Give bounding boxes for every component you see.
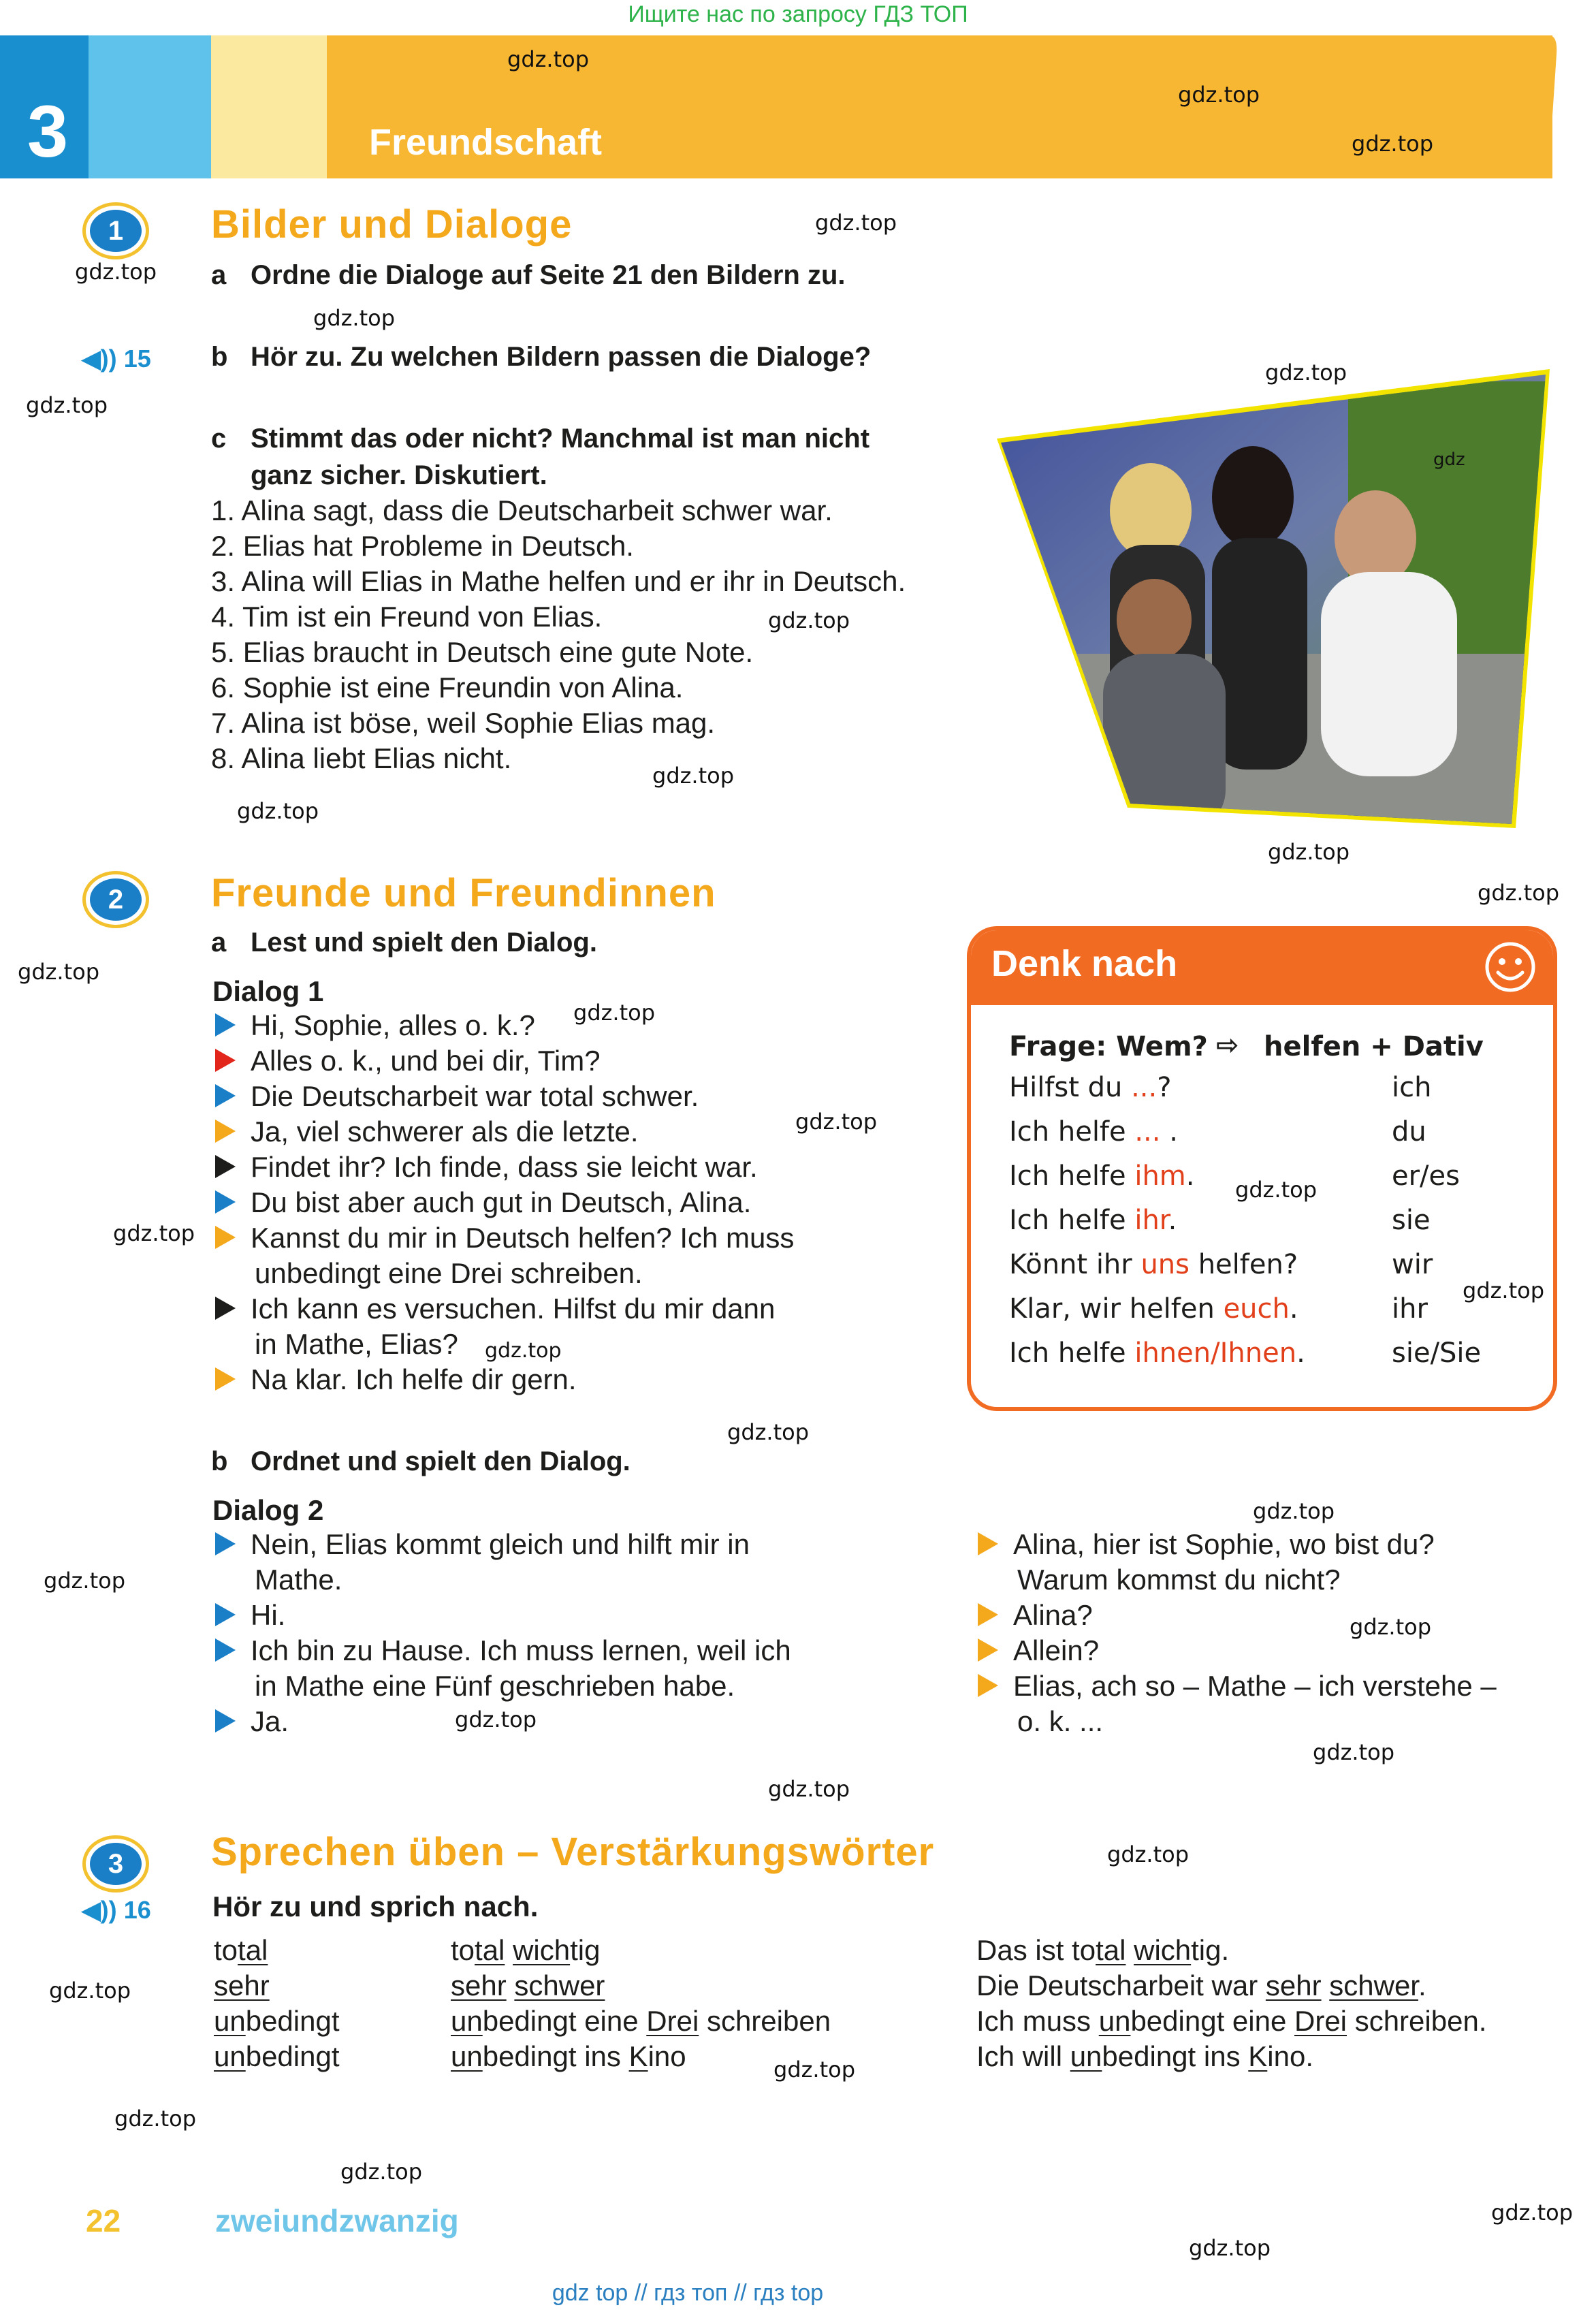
denk-dative-form: ...	[1131, 1072, 1158, 1103]
dialog-line	[215, 1080, 699, 1113]
watermark: gdz.top	[1478, 880, 1560, 906]
word: unbedingt	[1098, 2005, 1225, 2037]
task-2a: a Lest und spielt den Dialog.	[211, 928, 597, 957]
dialog-text: Na klar. Ich helfe dir gern.	[251, 1363, 577, 1395]
denk-pronoun: ich	[1392, 1072, 1432, 1103]
practice-item	[451, 1934, 600, 1967]
top-search-note: Ищите нас по запросу ГДЗ ТОП	[628, 1, 968, 27]
stressed-syllable: Drei	[646, 2005, 699, 2037]
dialog-line	[215, 1186, 751, 1219]
dialog-text: Ja.	[251, 1705, 289, 1737]
photo-four-teenagers	[994, 368, 1552, 831]
denk-pronoun: wir	[1392, 1249, 1433, 1280]
practice-item	[976, 1969, 1426, 2002]
word: total	[214, 1934, 268, 1966]
denk-sentence-end: .	[1160, 1116, 1178, 1147]
speaker-marker-icon	[215, 1297, 236, 1320]
practice-item	[976, 2040, 1313, 2073]
denk-sentence-start: Ich helfe	[1009, 1116, 1135, 1147]
word: wichtig	[513, 1934, 601, 1966]
word: Ich	[976, 2005, 1015, 2037]
arrow-right-icon: ⇨	[1216, 1030, 1239, 1061]
dialog-text-continued: in Mathe, Elias?	[255, 1328, 458, 1360]
denk-sentence	[1009, 1337, 1305, 1369]
denk-sentence	[1009, 1116, 1178, 1147]
audio-track-15[interactable]: ◀)) 15	[82, 345, 151, 373]
word: Das	[976, 1934, 1027, 1966]
dialog-text: Ja, viel schwerer als die letzte.	[251, 1115, 639, 1147]
chapter-number: 3	[27, 90, 69, 172]
word	[451, 1969, 507, 2001]
watermark: gdz.top	[768, 1776, 850, 1802]
watermark: gdz.top	[1253, 1498, 1335, 1524]
watermark: gdz.top	[815, 210, 897, 236]
denk-sentence-end: helfen?	[1189, 1249, 1298, 1280]
watermark: gdz.top	[1350, 1614, 1432, 1640]
watermark: gdz.top	[1268, 839, 1350, 865]
dialog-text: Alina?	[1013, 1599, 1093, 1631]
stressed-syllable: un	[451, 2040, 483, 2072]
speaker-marker-icon	[215, 1190, 236, 1214]
denk-sentence-start: Ich helfe	[1009, 1337, 1135, 1369]
dialog-text: Kannst du mir in Deutsch helfen? Ich muss	[251, 1222, 795, 1254]
denk-sentence-start: Könnt ihr	[1009, 1249, 1141, 1280]
denk-pronoun: sie/Sie	[1392, 1337, 1482, 1369]
watermark: gdz.top	[49, 1978, 131, 2004]
dialog-text-continued: in Mathe eine Fünf geschrieben habe.	[255, 1670, 735, 1702]
word: muss	[1022, 2005, 1091, 2037]
denk-sentence	[1009, 1249, 1298, 1280]
dialog-text: Ich bin zu Hause. Ich muss lernen, weil ich	[251, 1634, 791, 1666]
task-1a: a Ordne die Dialoge auf Seite 21 den Bildern zu.	[211, 260, 846, 290]
word	[646, 2005, 699, 2037]
stressed-syllable: tal	[475, 1934, 505, 1966]
denk-sentence-end: .	[1185, 1160, 1195, 1192]
word	[1294, 2005, 1347, 2037]
stressed-syllable: K	[1248, 2040, 1268, 2072]
speaker-marker-icon	[978, 1603, 998, 1626]
word: schreiben	[706, 2005, 831, 2037]
stressed-syllable: un	[1070, 2040, 1102, 2072]
watermark: gdz.top	[1178, 82, 1260, 108]
word: Die	[976, 1969, 1020, 2001]
denk-sentence-end: .	[1296, 1337, 1305, 1369]
section-1-number-badge: 1	[86, 206, 146, 256]
speaker-marker-icon	[215, 1603, 236, 1626]
watermark: gdz.top	[237, 798, 319, 824]
task-1c-line2: ganz sicher. Diskutiert.	[251, 460, 547, 490]
watermark: gdz.top	[1189, 2235, 1271, 2261]
statement-item: 7. Alina ist böse, weil Sophie Elias mag.	[211, 707, 716, 739]
watermark: gdz	[1433, 449, 1465, 470]
dialog-line	[215, 1705, 289, 1738]
denk-frage: Frage: Wem?	[1009, 1031, 1208, 1062]
stressed-syllable: un	[214, 2005, 246, 2037]
word: eine	[584, 2005, 639, 2037]
word: Deutscharbeit	[1027, 1969, 1204, 2001]
word: unbedingt	[1070, 2040, 1196, 2072]
dialog-text: Hi, Sophie, alles o. k.?	[251, 1009, 535, 1041]
stressed-syllable: Drei	[1294, 2005, 1347, 2037]
word: unbedingt	[214, 2005, 340, 2037]
word: total	[451, 1934, 505, 1966]
speaker-icon: ◀))	[82, 1896, 117, 1924]
dialog-line	[978, 1528, 1435, 1596]
stressed-syllable: tal	[1096, 1934, 1126, 1966]
speaker-marker-icon	[215, 1013, 236, 1036]
denk-pronoun: du	[1392, 1116, 1426, 1147]
denk-sentence-start: Hilfst du	[1009, 1072, 1132, 1103]
dialog-text: Ich kann es versuchen. Hilfst du mir dann	[251, 1293, 776, 1325]
dialog-line	[978, 1670, 1497, 1737]
practice-item	[451, 2005, 831, 2038]
denk-dative-form: ...	[1134, 1116, 1161, 1147]
word: Kino.	[1248, 2040, 1314, 2072]
speaker-marker-icon	[215, 1709, 236, 1732]
speaker-marker-icon	[215, 1638, 236, 1662]
dialog-line	[978, 1634, 1099, 1667]
speaker-marker-icon	[215, 1226, 236, 1249]
watermark: gdz.top	[44, 1568, 126, 1594]
section-3-number-badge: 3	[86, 1839, 146, 1889]
watermark: gdz.top	[507, 46, 590, 72]
denk-sentence-end: .	[1289, 1293, 1298, 1325]
watermark: gdz.top	[1313, 1739, 1395, 1765]
speaker-marker-icon	[215, 1367, 236, 1391]
dialog-text-continued: Warum kommst du nicht?	[1017, 1564, 1341, 1596]
speaker-marker-icon	[215, 1155, 236, 1178]
practice-item	[214, 1934, 268, 1967]
watermark: gdz.top	[18, 959, 100, 985]
dialog-line	[978, 1599, 1093, 1632]
dialog-2-title: Dialog 2	[212, 1494, 324, 1526]
denk-sentence-end: .	[1168, 1205, 1177, 1236]
dialog-text-continued: unbedingt eine Drei schreiben.	[255, 1257, 643, 1289]
watermark: gdz.top	[768, 607, 850, 633]
dialog-line	[215, 1528, 750, 1596]
denk-dative-form: uns	[1140, 1249, 1190, 1280]
dialog-text: Alles o. k., und bei dir, Tim?	[251, 1045, 601, 1077]
word: ins	[584, 2040, 621, 2072]
watermark: gdz.top	[1463, 1278, 1545, 1303]
dialog-text: Alina, hier ist Sophie, wo bist du?	[1013, 1528, 1435, 1560]
dialog-line	[215, 1115, 639, 1148]
dialog-text: Elias, ach so – Mathe – ich verstehe –	[1013, 1670, 1497, 1702]
word	[514, 1969, 605, 2001]
practice-item	[451, 1969, 605, 2002]
statement-item: 2. Elias hat Probleme in Deutsch.	[211, 530, 634, 562]
section-3-instruction: Hör zu und sprich nach.	[212, 1890, 539, 1922]
speaker-marker-icon	[215, 1049, 236, 1072]
statement-item: 6. Sophie ist eine Freundin von Alina.	[211, 671, 684, 703]
dialog-text: Du bist aber auch gut in Deutsch, Alina.	[251, 1186, 752, 1218]
section-3-title: Sprechen üben – Verstärkungswörter	[211, 1830, 935, 1874]
word: Kino	[628, 2040, 686, 2072]
dialog-text-continued: o. k. ...	[1017, 1705, 1104, 1737]
stressed-syllable: schwer	[1329, 1969, 1418, 2001]
watermark: gdz.top	[26, 392, 108, 418]
watermark: gdz.top	[1235, 1177, 1318, 1203]
stressed-syllable: wich	[1134, 1934, 1192, 1966]
practice-item	[214, 2005, 340, 2038]
denk-pronoun: sie	[1392, 1205, 1431, 1236]
speaker-marker-icon	[978, 1532, 998, 1555]
dialog-line	[215, 1045, 601, 1077]
statement-item: 8. Alina liebt Elias nicht.	[211, 742, 512, 774]
word: eine	[1232, 2005, 1287, 2037]
stressed-syllable: K	[628, 2040, 648, 2072]
denk-sentence-start: Ich helfe	[1009, 1205, 1135, 1236]
word: war	[1211, 1969, 1258, 2001]
denk-sentence	[1009, 1160, 1195, 1192]
denk-dative-form: ihr	[1134, 1205, 1168, 1236]
watermark: gdz.top	[455, 1707, 537, 1732]
bottom-site-note: gdz top // гдз топ // гдз top	[552, 2280, 824, 2306]
denk-dative-form: ihnen/Ihnen	[1134, 1337, 1297, 1369]
chapter-title: Freundschaft	[369, 122, 603, 163]
watermark: gdz.top	[313, 305, 396, 331]
watermark: gdz.top	[727, 1419, 810, 1445]
word	[1266, 1969, 1322, 2001]
watermark: gdz.top	[1107, 1841, 1190, 1867]
statement-item: 3. Alina will Elias in Mathe helfen und er ihr in Deutsch.	[211, 565, 906, 597]
audio-track-16[interactable]: ◀)) 16	[82, 1896, 151, 1924]
speaker-marker-icon	[978, 1638, 998, 1662]
practice-item	[451, 2040, 686, 2073]
word: Ich	[976, 2040, 1015, 2072]
statement-item: 5. Elias braucht in Deutsch eine gute Note.	[211, 636, 754, 668]
denk-sentence	[1009, 1205, 1177, 1236]
watermark: gdz.top	[113, 1220, 195, 1246]
stressed-syllable: un	[1098, 2005, 1131, 2037]
watermark: gdz.top	[75, 259, 157, 285]
dialog-line	[215, 1222, 795, 1289]
watermark: gdz.top	[485, 1339, 562, 1363]
denk-nach-title: Denk nach	[991, 943, 1178, 984]
denk-pronoun: er/es	[1392, 1160, 1460, 1192]
header-curve-shape	[1484, 27, 1566, 191]
task-1c: c Stimmt das oder nicht? Manchmal ist man nicht	[211, 424, 870, 454]
dialog-text: Allein?	[1013, 1634, 1100, 1666]
dialog-text: Findet ihr? Ich finde, dass sie leicht war.	[251, 1151, 758, 1183]
denk-nach-box	[967, 926, 1557, 1411]
smiley-icon	[1483, 940, 1537, 994]
denk-sentence	[1009, 1072, 1171, 1103]
practice-item	[214, 2040, 340, 2073]
section-2-title: Freunde und Freundinnen	[211, 871, 716, 915]
statement-item: 1. Alina sagt, dass die Deutscharbeit schwer war.	[211, 494, 833, 526]
watermark: gdz.top	[1491, 2200, 1574, 2226]
dialog-text: Hi.	[251, 1599, 286, 1631]
word: schreiben.	[1354, 2005, 1487, 2037]
watermark: gdz.top	[1352, 131, 1434, 157]
task-1b: b Hör zu. Zu welchen Bildern passen die Dialoge?	[211, 342, 872, 372]
denk-dative-form: ihm	[1134, 1160, 1186, 1192]
speaker-marker-icon	[215, 1084, 236, 1107]
dialog-text: Nein, Elias kommt gleich und hilft mir in	[251, 1528, 750, 1560]
watermark: gdz.top	[573, 1000, 656, 1026]
watermark: gdz.top	[795, 1109, 878, 1135]
dialog-line	[215, 1151, 758, 1184]
denk-sentence-start: Ich helfe	[1009, 1160, 1135, 1192]
word: ist	[1035, 1934, 1064, 1966]
word: unbedingt	[451, 2005, 577, 2037]
denk-rule: helfen + Dativ	[1264, 1031, 1484, 1062]
denk-dative-form: euch	[1223, 1293, 1290, 1325]
stressed-syllable: un	[214, 2040, 246, 2072]
practice-item	[976, 2005, 1486, 2038]
word: schwer.	[1329, 1969, 1426, 2001]
watermark: gdz.top	[652, 763, 735, 789]
speaker-marker-icon	[978, 1674, 998, 1697]
watermark: gdz.top	[773, 2057, 856, 2083]
stressed-syllable: sehr	[214, 1969, 270, 2001]
word: unbedingt	[214, 2040, 340, 2072]
denk-sentence	[1009, 1293, 1298, 1325]
stressed-syllable: un	[451, 2005, 483, 2037]
word: will	[1022, 2040, 1063, 2072]
dialog-line	[215, 1634, 791, 1702]
page-word: zweiundzwanzig	[215, 2203, 459, 2238]
speaker-marker-icon	[215, 1532, 236, 1555]
word: unbedingt	[451, 2040, 577, 2072]
dialog-1-title: Dialog 1	[212, 975, 324, 1007]
watermark: gdz.top	[114, 2106, 197, 2132]
speaker-icon: ◀))	[82, 345, 117, 373]
watermark: gdz.top	[1265, 360, 1347, 385]
page-number: 22	[86, 2203, 121, 2238]
statement-item: 4. Tim ist ein Freund von Elias.	[211, 601, 603, 633]
section-1-title: Bilder und Dialoge	[211, 202, 573, 247]
word: wichtig.	[1134, 1934, 1230, 1966]
dialog-text: Die Deutscharbeit war total schwer.	[251, 1080, 699, 1112]
task-2b: b Ordnet und spielt den Dialog.	[211, 1446, 631, 1476]
stressed-syllable: sehr	[451, 1969, 507, 2001]
word	[214, 1969, 270, 2001]
word: ins	[1203, 2040, 1241, 2072]
section-2-number-badge: 2	[86, 874, 146, 925]
stressed-syllable: tal	[238, 1934, 268, 1966]
stressed-syllable: sehr	[1265, 1969, 1322, 2001]
dialog-text-continued: Mathe.	[255, 1564, 342, 1596]
denk-pronoun: ihr	[1392, 1293, 1428, 1325]
word: total	[1072, 1934, 1126, 1966]
dialog-line	[215, 1599, 285, 1632]
denk-sentence-end: ?	[1157, 1072, 1172, 1103]
stressed-syllable: wich	[513, 1934, 571, 1966]
chapter-header-bar	[0, 35, 1552, 178]
speaker-marker-icon	[215, 1120, 236, 1143]
denk-sentence-start: Klar, wir helfen	[1009, 1293, 1224, 1325]
practice-item	[214, 1969, 270, 2002]
dialog-line	[215, 1009, 535, 1042]
dialog-line	[215, 1363, 577, 1396]
stressed-syllable: schwer	[514, 1969, 605, 2001]
practice-item	[976, 1934, 1229, 1967]
watermark: gdz.top	[340, 2159, 423, 2185]
